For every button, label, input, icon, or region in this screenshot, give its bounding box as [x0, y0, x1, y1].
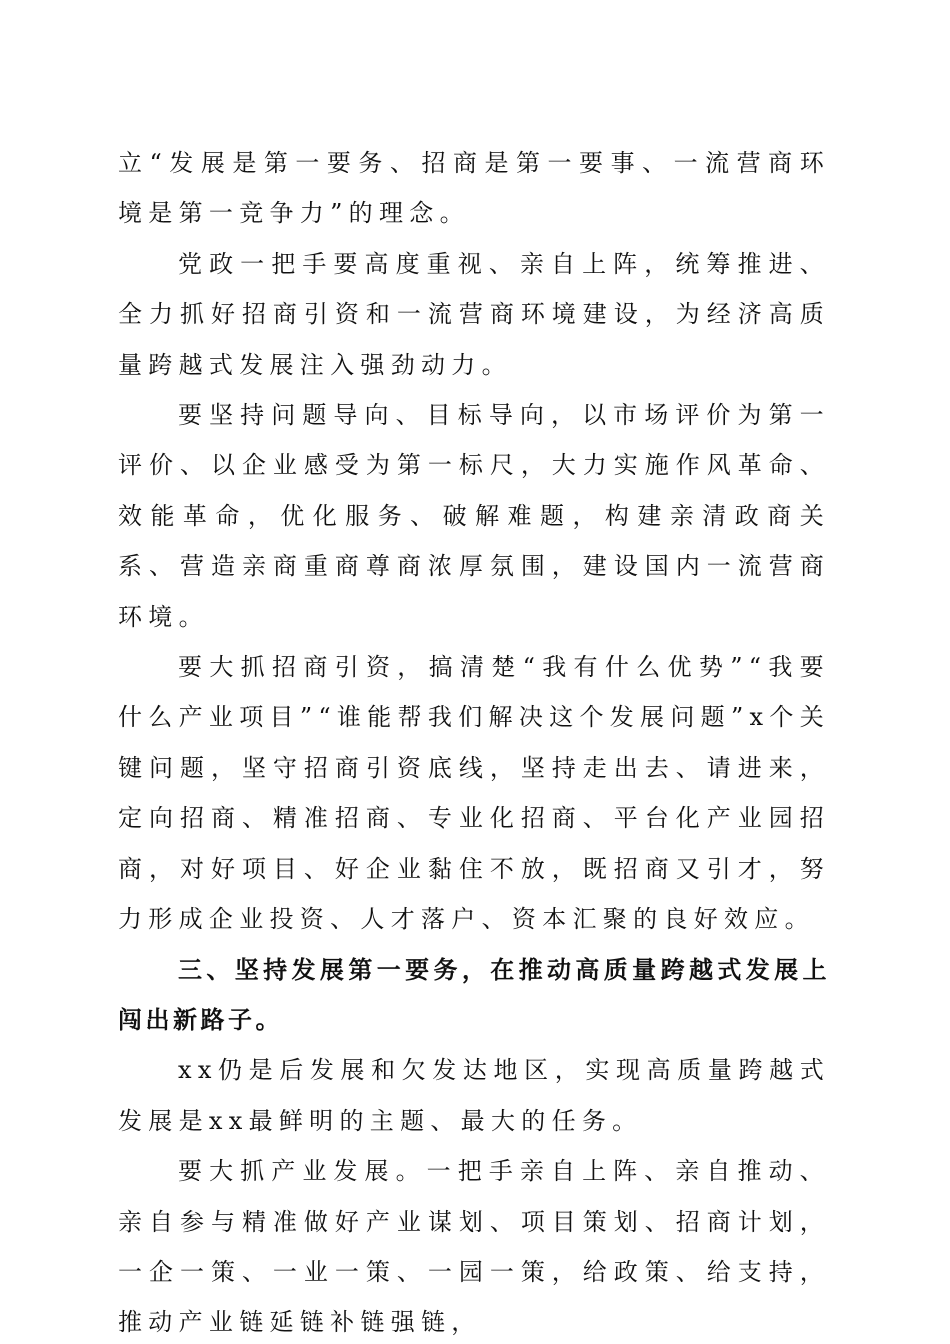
paragraph: 党政一把手要高度重视、亲自上阵，统筹推进、全力抓好招商引资和一流营商环境建设，为经济高质量跨越式发展注入强劲动力。 [118, 249, 830, 379]
section-heading: 三、坚持发展第一要务，在推动高质量跨越式发展上闯出新路子。 [118, 955, 830, 1034]
paragraph: 要坚持问题导向、目标导向，以市场评价为第一评价、以企业感受为第一标尺，大力实施作风革命、效能革命，优化服务、破解难题，构建亲清政商关系、营造亲商重商尊商浓厚氛围，建设国内一流营商环境。 [118, 401, 830, 631]
paragraph: xx仍是后发展和欠发达地区，实现高质量跨越式发展是xx最鲜明的主题、最大的任务。 [118, 1056, 830, 1135]
paragraph: 要大抓产业发展。一把手亲自上阵、亲自推动、亲自参与精准做好产业谋划、项目策划、招商计划，一企一策、一业一策、一园一策，给政策、给支持，推动产业链延链补链强链， [118, 1157, 830, 1337]
document-body [118, 138, 830, 1344]
paragraph: 要大抓招商引资，搞清楚“我有什么优势”“我要什么产业项目”“谁能帮我们解决这个发展问题”x个关键问题，坚守招商引资底线，坚持走出去、请进来，定向招商、精准招商、专业化招商、平台化产业园招商，对好项目、好企业黏住不放，既招商又引才，努力形成企业投资、人才落户、资本汇聚的良好效应。 [118, 653, 830, 934]
paragraph-continuation: 立“发展是第一要务、招商是第一要事、一流营商环境是第一竞争力”的理念。 [118, 149, 830, 228]
